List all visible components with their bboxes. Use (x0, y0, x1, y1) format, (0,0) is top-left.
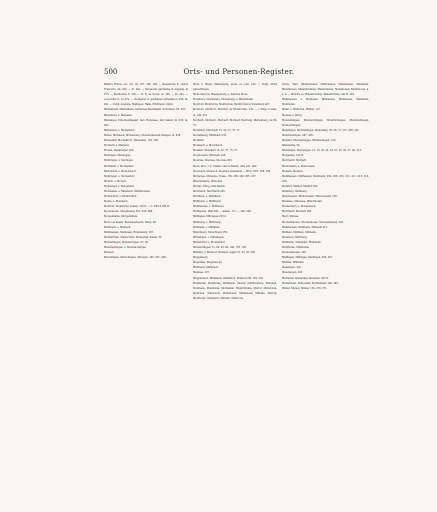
register-entry: Mülln, s. Mülhofen, Müllen, 110. (282, 108, 321, 112)
register-entry: Muhlhof, Mülhof, Müllhof 222. (282, 184, 319, 188)
register-entry: Monsberg, Mondsberg, Mondsberg, s. Mindelheim. (193, 98, 254, 102)
register-entry: Mülfingen, Mülingen, Mulfingen, 206, 207. (282, 256, 333, 260)
register-entry: Muggelberg. (193, 256, 209, 260)
register-entry: Muppersdorf, Mühlbach, Mühlkirch, Mulmoth 80, 160, 292. (193, 276, 264, 280)
register-entry: Mursee, s. Murg. (282, 113, 303, 117)
register-entry: Möhringen, s. Meringen. (104, 159, 134, 163)
register-entry: Murgental, 142 ff. (282, 154, 304, 158)
register-entry: Mutschellen, s. Mutschelen. (282, 164, 316, 168)
register-entry: Morsbach, s. Muorsbach. (193, 144, 223, 148)
register-entry: Moysterlach, Mittstadt 235. (193, 154, 227, 158)
register-entry: Mühlhausen, s. Mulhusen, Mulhausen, Mulnhusen, Mulnheim, Mulnhofen. (282, 98, 369, 107)
register-entry: Morhard, s. Meinard. (104, 144, 130, 148)
register-entry: Mühlhausen, Mulhusen, Hiltensberg, 207. (104, 230, 154, 234)
register-entry: Mühltal, Mühlthal. (282, 261, 305, 265)
page-title: Orts- und Personen-Register. (183, 68, 295, 76)
register-entry: Mühlberg, s. Mühlberg. (193, 220, 222, 224)
register-entry: Morsbach, Mürrbach 15, 30, 27, 75, 77. (193, 128, 241, 132)
register-entry: burne, Muli, Mulnbrunnen, Mulbrunnen, Mulenhusen, Muleheim, Mulenhusen, Mulenbrunnen, Mulebrunnen, Mulenhusen, Mulinhoven, u. s. w. — Mönche zu Mulenbrunnen, Mulenbrunne, Abt H. 269. (282, 83, 369, 97)
register-entry: Müller, Mulner, Mülner 160, 270, 271. (282, 286, 328, 290)
register-entry: Mundingen, Mundelfingen, Mundeling, 35, 36, 37, 237, 238, 241. (282, 128, 360, 132)
register-entry: Morbach, Morbach, Morbach, Morbach Werbung, Marienberg, de 59, 75. (193, 118, 277, 127)
register-entry: Münchweiler, Münchweiler, Munchweiler, 130. (282, 195, 338, 199)
register-entry: Mülhausen, Müll 206. — Salme. 111. — 206, 228. (193, 210, 252, 214)
register-entry: Muswangen, 203. (282, 271, 303, 275)
register-entry: Mumsee, 207. (193, 271, 210, 275)
register-entry: Morgenhalde, Morgenhälde. (104, 215, 138, 219)
register-entry: Mutterstadt, Mutterstat, Mutterstadt, 240, 243. (282, 281, 339, 285)
page-number: 500 (104, 68, 118, 76)
register-entry: Mittelbach, s. Michelbach. (104, 128, 136, 132)
register-entry: Mooshausen, Mosehausen 207, 239, 288. (104, 210, 153, 214)
register-column-1 (104, 82, 188, 434)
register-entry: Mödel, Mödeleck, Mödelsberg, Oberamtsbezirk Wangen, in. 268. (104, 133, 181, 137)
register-column-3 (282, 82, 369, 434)
register-entry: Münsterlingen, 61, 62, 63, 64, 140, 178, 199. (193, 246, 247, 249)
register-entry: Mühlhausen, s. Mulhusen. (193, 205, 225, 209)
register-entry: Münchenberg, München. (193, 179, 223, 183)
register-entry: Modell, Wennberger 206. (104, 149, 135, 153)
register-entry: Molsbaden, s. Mülsbach, Mülsbrunnen. (104, 189, 151, 193)
register-entry: Munderkingen, Munderchingen, Mundrichingen, Mundrachingen, Munterchingen. (282, 118, 369, 127)
register-entry: Mursberg, Mürsberg. (282, 235, 308, 239)
register-entry: Mulnhofen, Mühlhofen. (282, 246, 310, 249)
register-entry: Mons Sanctus, Heiligenberg, s. Sanctus Mons. (193, 93, 249, 97)
register-entry: Monnichhof, s. Mönnichhof. (104, 195, 137, 199)
register-entry: Mühlberg, Muhlberg. (282, 189, 308, 193)
register-entry: Mülhein, Müllhein, Mülheim. (282, 230, 317, 234)
register-entry: Mundelfingen, Mundulvingen, 87, 90. (104, 240, 149, 244)
register-column-2 (193, 82, 277, 434)
register-entry: Mindelheim, Mindelheim, bairisches Bezirksamt, Schwaben. 85. 261. (104, 108, 186, 112)
register-entry: Mulsterrieth, Mulserrieth, Mulsertiet, Salem, 83. (104, 235, 163, 239)
register-entry: Mugernau, Mugenau 44. (193, 261, 223, 265)
register-entry: Murrhardt, Murrhardt 226. (193, 189, 226, 193)
register-entry: Mutelsee, Mutelsee, Münchhofen. (282, 200, 323, 204)
register-entry: Möhringen, s. Morsenfurt. (104, 174, 136, 178)
register-entry: Moursse, Moursse, Moursse 206. (193, 159, 233, 163)
register-entry: Morhard. (193, 139, 205, 143)
register-entry: Mörmkuft, s. Morsenfeld. (104, 164, 135, 168)
register-entry: Mörsch, s. Morsch. (104, 179, 127, 183)
register-entry: Mindelnau, s. Mindelau. (104, 113, 133, 117)
register-entry: Mutzenbach, s. Mutzenbach. (282, 205, 317, 209)
register-entry: Mudach, Mudach. (282, 169, 304, 173)
register-entry: Müllheim, s. Müllheim. (193, 225, 221, 229)
register-entry: Muttbach, s. Muhlbach. (193, 195, 222, 199)
register-entry: Moshart, Mosehart 15, 30, 37, 75, 77. (193, 149, 238, 153)
register-entry: Münster, Munsterlingen, Münsterlingen, 160. (282, 139, 337, 143)
register-entry: Monte, s. Mombach. (104, 200, 129, 204)
register-entry: Murrhardt, Murhart. (282, 159, 307, 163)
register-entry: Montfort, Montfortsi, Montfortsis, Montfortsis in Vorarlberg 407. (193, 103, 271, 107)
register-entry: Münster, s. Mönster, Munster. Agger 61, 52, 58, 206. (193, 251, 256, 255)
register-entry: Moosbach, Mosbach, Mosbach Gemeinde — Prior 1261, 254, 259. (193, 169, 272, 173)
register-entry: Münchingen, Munichingen, Munigen, 206, 247, 248. (104, 256, 167, 260)
register-entry: Mundrachingen, 247, 258. (282, 133, 314, 137)
register-entry: Mortelsberg, Mühlbach 235. (193, 133, 227, 137)
register-entry: Motz, bei Salem. Bodenseebezirk, Weigl. 46. (104, 220, 157, 224)
register-entry: Murgia, Murg, Orts-Bezirk. (193, 184, 226, 188)
register-entry: Moos, Mos, 7 A. Lindau oder G.-Bezirk, 430, 431, 460. (193, 164, 258, 168)
register-entry: Münsterhof, s. Monsterhof. (193, 240, 226, 244)
register-entry: Muckenhausen, 265. (282, 251, 307, 255)
register-entry: Murr, Mursee. (282, 215, 300, 219)
register-entry: Muttental, Mutenthal, Mutental, 262 ff. (282, 276, 329, 280)
register-entry: Montfort, Montforter Grafen, 232 ff. — C. Ulrich 288 ff. (104, 205, 170, 209)
register-entry: Mäntre Fräres, sor. ord. 92, 187, 208, 209. — Benedictus fr. custos Francorte, 90, 209, — In. 241. — Bergaerus gardianus in Augusta, in 273. — Bertholdus fr. 209. — B. fr. de Nuwe, in. 256, — In. 241. — Leopoldus fr., in 272. — Wolfgerus fr. gardianus Ulmensis in 236, in. 241. — Vergl. Augusta, Esslingen, Halle, Ertzlingen, Spira. (104, 83, 188, 107)
register-entry: Mühlbach, Mühlbach. (193, 266, 219, 270)
register-entry: Muhlhausen, Mülhausen, Muhlheim, 204, 208, 209, 211, 212, 218, 219, 226. (282, 174, 369, 183)
register-entry: Murrhardt, Murhart 260. (282, 210, 312, 214)
register-entry: Mönchdorf, s. Munichsdorf. (104, 169, 137, 173)
register-entry: Montfort, Montfort, Montfort de Montfortsis, 232. — 1 Hugo Comes, in. 120, 251. (193, 108, 277, 117)
register-entry: Mühlbach, s. Mühlbach. (193, 200, 222, 204)
register-entry: Mollenbad, s. Mulenbach. (104, 184, 135, 188)
register-entry: Mühlhausen, Muhlheim, Mülheim 213. (282, 225, 328, 229)
register-entry: Mödingen, Mössingen. (104, 154, 131, 158)
register-entry: Münchberg, Munchberg 255. (193, 230, 228, 234)
register-entry: Mühlbach, s. Mulbach. (104, 225, 132, 229)
register-entry: Mulnhofen, Mulnhofen, Mühlheim, Mulrof, Muinbrunnen, Muinfeld, Muinhaus, Mulzhofen, Molnhafen, Mülprünning, Mulrof, Muinhofen, Mulhofen, Mulendorf, Mulinhofen, Mulhausen, Mühlau, Mulrup, Mulnhofen, Mulzbach, Mulrath, Mulnrode. (193, 281, 277, 300)
register-entry: Mösenfeld, Mochelfrurt, Mindelnau. 102, 268. (104, 139, 159, 143)
register-entry: Mudach. (104, 251, 115, 255)
register-entry: Mundrachingen, s. Mundrachingen. (104, 246, 147, 249)
register-entry: Mockenhausen, Mockenhusen, Muckenhausen, 203. (282, 220, 344, 224)
register-entry: Mülhagen, Mühlagen 229 d. (193, 215, 227, 219)
register-entry: Münsingen, Munisingen, 15, 19, 20, 22, 23, 27, 29, 35, 37, 40, 213. (282, 149, 362, 153)
register-entry: Mühlheim, Mulnheim, Mühlheim. (282, 240, 322, 244)
register-entry: Mussingen, 263. (282, 266, 302, 270)
register-entry: Münstertal, 94. (282, 144, 301, 148)
register-entry: Müttenwe, Mutenwe, Nuwe, 160, 206, 248, 255, 237. (193, 174, 257, 178)
register-entry: Mons S. Marie, Marienberg, prem. et cons. 160. — Vergl. Mons Gamertingen. (193, 83, 277, 92)
register-entry: Mindelsee, Unterbezirksamt, Gen. Bodensee, Amt Salem, in. 255, in. 262. (104, 118, 188, 127)
register-entry: Münsingen, s. Münsingen. (193, 235, 225, 239)
